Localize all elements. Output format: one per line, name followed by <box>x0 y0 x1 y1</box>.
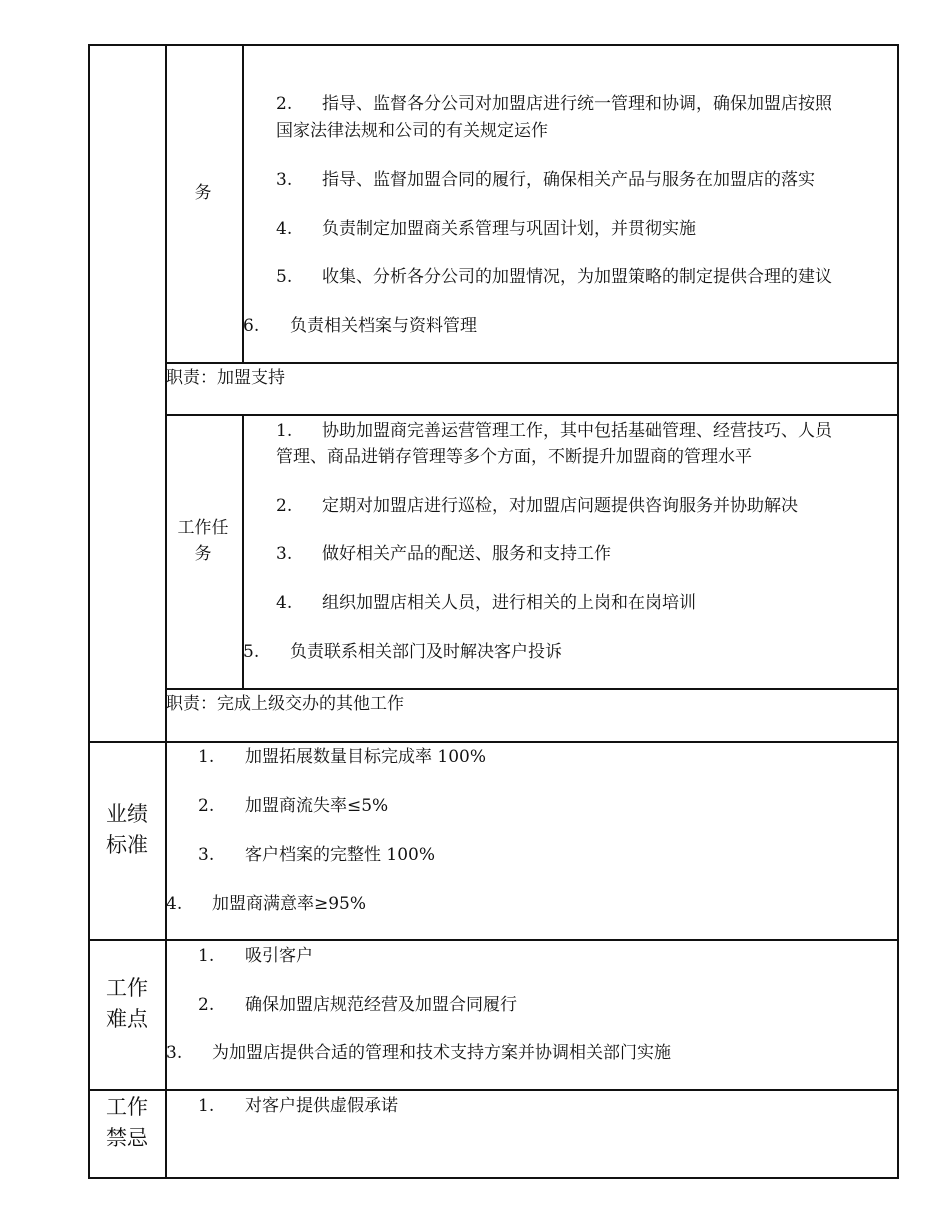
section-a-label-text: 务 <box>194 183 212 203</box>
item-text: 客户档案的完整性 100% <box>245 845 436 865</box>
item-number: 2. <box>276 94 293 114</box>
item-text: 负责相关档案与资料管理 <box>290 316 477 336</box>
item-text: 收集、分析各分公司的加盟情况，为加盟策略的制定提供合理的建议 <box>322 267 832 287</box>
col-separator-1 <box>165 44 167 1179</box>
item-text: 确保加盟店规范经营及加盟合同履行 <box>245 995 517 1015</box>
item-number: 5. <box>243 642 260 662</box>
row-rule-6 <box>88 1089 899 1091</box>
performance-label <box>89 799 165 861</box>
performance-label-line1: 业绩 <box>106 802 148 826</box>
difficulties-label-line2: 难点 <box>106 1007 148 1031</box>
item-number: 3. <box>276 544 293 564</box>
item-text: 加盟拓展数量目标完成率 100% <box>245 747 487 767</box>
section-b-label-line2: 务 <box>194 544 212 564</box>
item-number: 4. <box>276 219 293 239</box>
item-number: 5. <box>276 267 293 287</box>
item-number: 2. <box>198 995 215 1015</box>
duty-support-heading: 职责：加盟支持 <box>166 368 285 388</box>
table-right-border <box>897 44 899 1179</box>
item-number: 3. <box>166 1043 183 1063</box>
row-rule-2 <box>165 414 899 416</box>
item-text: 负责制定加盟商关系管理与巩固计划，并贯彻实施 <box>322 219 696 239</box>
item-text: 加盟商流失率≤5% <box>245 796 389 816</box>
section-a-label <box>165 180 241 206</box>
item-text: 加盟商满意率≥95% <box>212 894 367 914</box>
difficulties-label-line1: 工作 <box>106 976 148 1000</box>
item-number: 1. <box>198 1096 215 1116</box>
difficulties-label <box>89 973 165 1035</box>
table-top-border <box>88 44 899 46</box>
item-number: 3. <box>276 170 293 190</box>
item-text-cont: 国家法律法规和公司的有关规定运作 <box>276 121 548 141</box>
row-rule-4 <box>88 741 899 743</box>
item-text: 负责联系相关部门及时解决客户投诉 <box>290 642 562 662</box>
item-number: 1. <box>198 747 215 767</box>
row-rule-5 <box>88 939 899 941</box>
performance-label-line2: 标准 <box>106 833 148 857</box>
section-b-label-line1: 工作任 <box>177 518 229 538</box>
taboos-label-line1: 工作 <box>106 1095 148 1119</box>
table-bottom-border <box>88 1177 899 1179</box>
item-text: 指导、监督各分公司对加盟店进行统一管理和协调，确保加盟店按照 <box>322 94 832 114</box>
item-text: 为加盟店提供合适的管理和技术支持方案并协调相关部门实施 <box>212 1043 671 1063</box>
item-number: 1. <box>276 421 293 441</box>
item-number: 2. <box>198 796 215 816</box>
row-rule-3 <box>165 688 899 690</box>
item-text-cont: 管理、商品进销存管理等多个方面，不断提升加盟商的管理水平 <box>276 447 752 467</box>
item-text: 吸引客户 <box>245 946 313 966</box>
item-number: 2. <box>276 496 293 516</box>
item-number: 1. <box>198 946 215 966</box>
item-text: 协助加盟商完善运营管理工作，其中包括基础管理、经营技巧、人员 <box>322 421 832 441</box>
taboos-label-line2: 禁忌 <box>106 1126 148 1150</box>
duty-other-heading: 职责：完成上级交办的其他工作 <box>166 694 404 714</box>
item-text: 组织加盟店相关人员，进行相关的上岗和在岗培训 <box>322 593 696 613</box>
item-number: 6. <box>243 316 260 336</box>
item-text: 做好相关产品的配送、服务和支持工作 <box>322 544 611 564</box>
item-number: 4. <box>276 593 293 613</box>
row-rule-1 <box>165 362 899 364</box>
item-text: 对客户提供虚假承诺 <box>245 1096 398 1116</box>
item-number: 4. <box>166 894 183 914</box>
item-text: 定期对加盟店进行巡检，对加盟店问题提供咨询服务并协助解决 <box>322 496 798 516</box>
item-text: 指导、监督加盟合同的履行，确保相关产品与服务在加盟店的落实 <box>322 170 815 190</box>
taboos-label <box>89 1092 165 1154</box>
item-number: 3. <box>198 845 215 865</box>
section-b-label <box>165 515 241 567</box>
